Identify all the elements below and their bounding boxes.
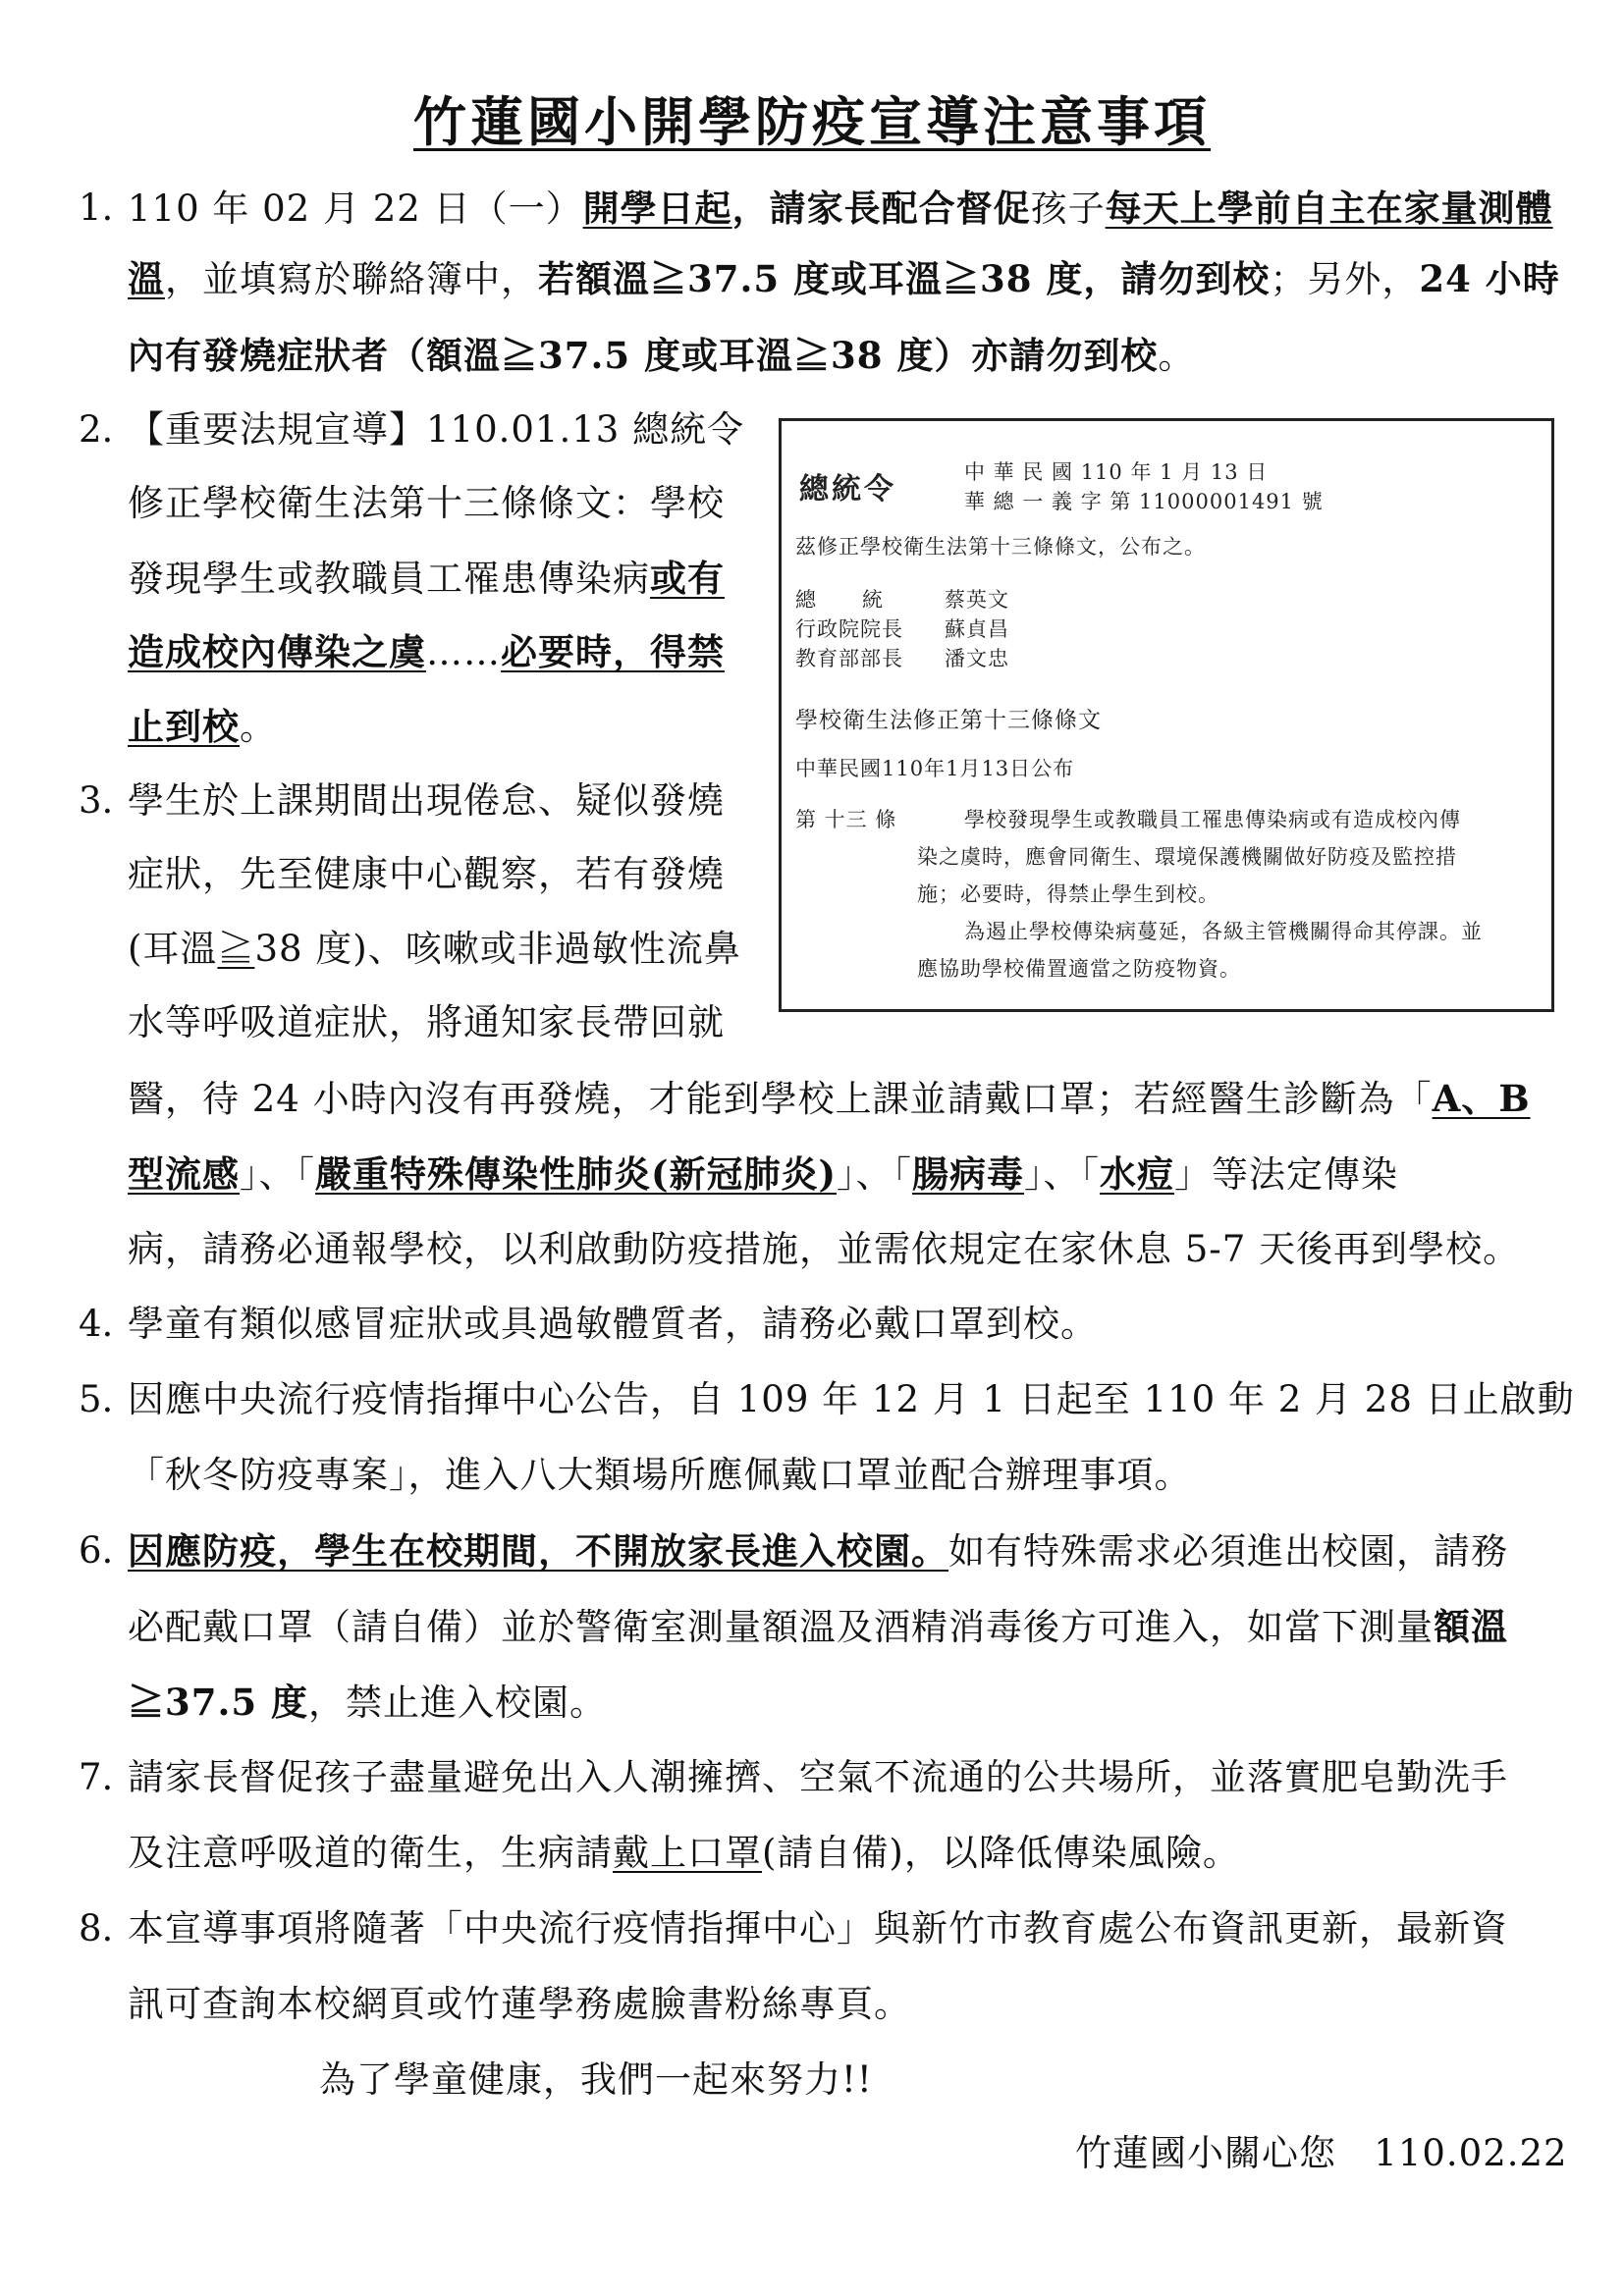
item-8-line-1: 本宣導事項將隨著「中央流行疫情指揮中心」與新竹市教育處公布資訊更新，最新資 <box>128 1907 1508 1949</box>
item-6-line-1: 因應防疫，學生在校期間，不開放家長進入校園。如有特殊需求必須進出校園，請務 <box>128 1529 1508 1573</box>
signature: 竹蓮國小關心您 110.02.22 <box>1075 2132 1568 2174</box>
signatory-2-name: 蘇貞昌 <box>945 617 1009 641</box>
item-8-line-2: 訊可查詢本校網頁或竹蓮學務處臉書粉絲專頁。 <box>128 1983 911 2025</box>
article-line-2: 染之虞時，應會同衛生、環境保護機關做好防疫及監控措 <box>917 845 1457 869</box>
item-7-line-1: 請家長督促孩子盡量避免出入人潮擁擠、空氣不流通的公共場所，並落實肥皂勤洗手 <box>128 1756 1508 1798</box>
closing-message: 為了學童健康，我們一起來努力!! <box>319 2058 873 2101</box>
item-3-line-4: 水等呼吸道症狀，將通知家長帶回就 <box>128 1001 725 1043</box>
signatory-3-name: 潘文忠 <box>945 647 1009 670</box>
item-2-line-3: 發現學生或教職員工罹患傳染病或有 <box>128 557 725 600</box>
article-line-4: 為遏止學校傳染病蔓延，各級主管機關得命其停課。並 <box>964 920 1483 943</box>
article-line-1: 學校發現學生或教職員工罹患傳染病或有造成校內傳 <box>964 808 1461 831</box>
signatory-1-name: 蔡英文 <box>945 588 1009 612</box>
item-3-line-1: 學生於上課期間出現倦怠、疑似發燒 <box>128 779 725 822</box>
item-8-number: 8. <box>79 1907 114 1949</box>
item-6-line-2: 必配戴口罩（請自備）並於警衛室測量額溫及酒精消毒後方可進入，如當下測量額溫 <box>128 1605 1508 1648</box>
presidential-decree-box <box>779 418 1554 1012</box>
item-3-line-6: 型流感」、「嚴重特殊傳染性肺炎(新冠肺炎)」、「腸病毒」、「水痘」等法定傳染 <box>128 1152 1399 1196</box>
item-3-line-7: 病，請務必通報學校，以利啟動防疫措施，並需依規定在家休息 5-7 天後再到學校。 <box>128 1228 1521 1270</box>
article-line-5: 應協助學校備置適當之防疫物資。 <box>917 957 1241 981</box>
item-3-line-3: (耳溫≧38 度)、咳嗽或非過敏性流鼻 <box>128 928 741 970</box>
law-title: 學校衛生法修正第十三條條文 <box>795 708 1102 733</box>
item-2-line-2: 修正學校衛生法第十三條條文：學校 <box>128 482 725 524</box>
item-6-line-3: ≧37.5 度，禁止進入校園。 <box>128 1681 607 1724</box>
page-title: 竹蓮國小開學防疫宣導注意事項 <box>413 90 1211 153</box>
item-3-line-2: 症狀，先至健康中心觀察，若有發燒 <box>128 853 725 895</box>
decree-promulgation: 茲修正學校衛生法第十三條條文，公布之。 <box>795 535 1206 559</box>
item-4-line-1: 學童有類似感冒症狀或具過敏體質者，請務必戴口罩到校。 <box>128 1303 1098 1345</box>
item-6-number: 6. <box>79 1529 114 1572</box>
item-1-line-2: 溫，並填寫於聯絡簿中，若額溫≧37.5 度或耳溫≧38 度，請勿到校；另外，24 小時 <box>128 257 1560 300</box>
item-4-number: 4. <box>79 1303 114 1345</box>
item-5-number: 5. <box>79 1378 114 1420</box>
item-1-line-1: 110 年 02 月 22 日（一）開學日起，請家長配合督促孩子每天上學前自主在家量測體 <box>128 187 1553 230</box>
item-3-line-5: 醫，待 24 小時內沒有再發燒，才能到學校上課並請戴口罩；若經醫生診斷為「A、B <box>128 1077 1531 1120</box>
decree-heading: 總統令 <box>799 472 896 507</box>
item-2-number: 2. <box>79 408 114 451</box>
decree-doc-number: 華 總 一 義 字 第 11000001491 號 <box>964 490 1324 513</box>
item-5-line-2: 「秋冬防疫專案」，進入八大類場所應佩戴口罩並配合辦理事項。 <box>128 1454 1192 1496</box>
signatory-2-title: 行政院院長 <box>795 617 903 641</box>
article-line-3: 施；必要時，得禁止學生到校。 <box>917 882 1219 906</box>
item-5-line-1: 因應中央流行疫情指揮中心公告，自 109 年 12 月 1 日起至 110 年 2 月 28 日止啟動 <box>128 1378 1575 1420</box>
item-7-line-2: 及注意呼吸道的衛生，生病請戴上口罩(請自備)，以降低傳染風險。 <box>128 1832 1240 1874</box>
item-2-line-5: 止到校。 <box>128 705 277 748</box>
item-3-number: 3. <box>79 779 114 822</box>
item-2-line-4: 造成校內傳染之虞……必要時，得禁 <box>128 630 725 673</box>
item-7-number: 7. <box>79 1756 114 1798</box>
signatory-3-title: 教育部部長 <box>795 647 903 670</box>
article-label: 第 十三 條 <box>795 808 897 831</box>
law-promulgation-date: 中華民國110年1月13日公布 <box>795 757 1075 780</box>
item-2-line-1: 【重要法規宣導】110.01.13 總統令 <box>128 408 745 451</box>
decree-date: 中 華 民 國 110 年 1 月 13 日 <box>964 460 1269 484</box>
item-1-line-3: 內有發燒症狀者（額溫≧37.5 度或耳溫≧38 度）亦請勿到校。 <box>128 334 1196 377</box>
item-1-number: 1. <box>79 187 114 229</box>
signatory-1-title: 總 統 <box>795 588 885 612</box>
